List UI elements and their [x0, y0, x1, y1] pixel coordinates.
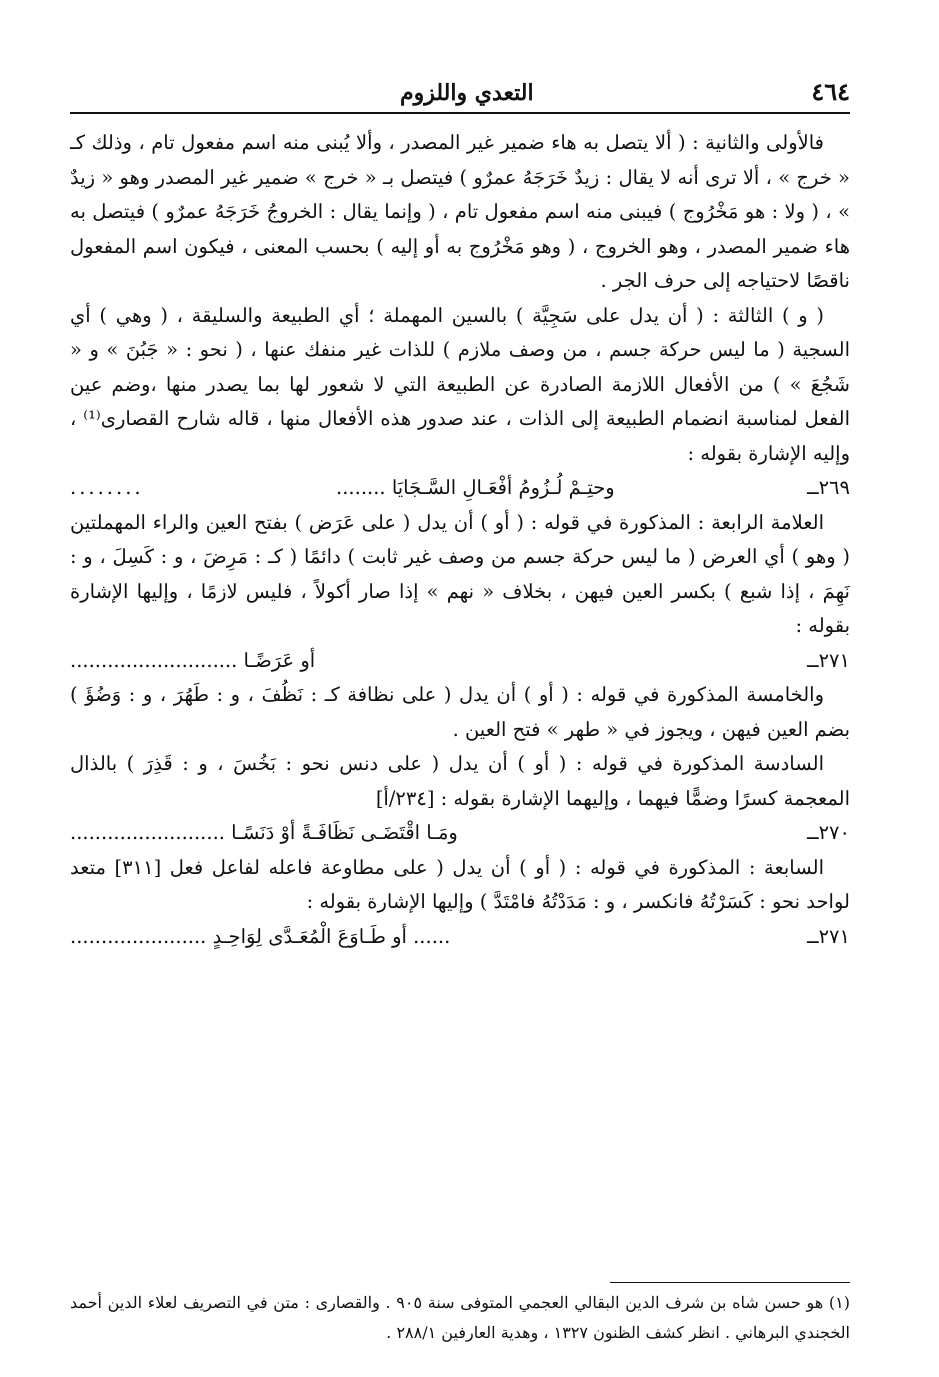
- verse-271b: [70, 920, 850, 955]
- chapter-title: التعدي واللزوم: [400, 80, 534, 106]
- verse-271a-text: أو عَرَضًـا ...........................: [70, 648, 316, 672]
- running-header: [70, 78, 850, 114]
- main-text: [70, 126, 850, 954]
- paragraph-6: السابعة : المذكورة في قوله : ( أو ) أن يدل ( على مطاوعة فاعله لفاعل فعل [٣١١] متعد لواحد نحو : كَسَرْتُهُ فانكسر ، و : مَدَدْتُهُ فامْتَدَّ ) وإليها الإشارة بقوله :: [70, 855, 850, 913]
- paragraph-2: ( و ) الثالثة : ( أن يدل على سَجِيَّة ) بالسين المهملة ؛ أي الطبيعة والسليقة ، ( وهي ) أي السجية ( ما ليس حركة جسم ، من وصف ملازم ) للذات غير منفك عنها ، ( نحو : « جَبُنَ » و « شَجُعَ » ) من الأفعال اللازمة الصادرة عن الطبيعة التي لا شعور لها بما يصدر منها ،وضم عين الفعل لمناسبة انضمام الطبيعة إلى الذات ، عند صدور هذه الأفعال منها ، قاله شارح القصارى⁽¹⁾ ، وإليه الإشارة بقوله :: [70, 303, 850, 465]
- footnote-divider: [610, 1282, 850, 1283]
- verse-270: [70, 816, 850, 851]
- paragraph-5: السادسة المذكورة في قوله : ( أو ) أن يدل ( على دنس نحو : بَخُسَ ، و : قَذِرَ ) بالذال المعجمة كسرًا وضمًّا فيهما ، وإليهما الإشارة بقوله : [٢٣٤/أ]: [70, 752, 850, 810]
- paragraph-3: العلامة الرابعة : المذكورة في قوله : ( أو ) أن يدل ( على عَرَض ) بفتح العين والراء المهملتين ( وهو ) أي العرض ( ما ليس حركة جسم من وصف غير ثابت ) دائمًا ( كـ : مَرِضَ ، و : كَسِلَ ، و : نَهِمَ ، إذا شبع ) بكسر العين فيهن ، بخلاف « نهم » إذا صار أكولاً ، فليس لازمًا ، وإليها الإشارة بقوله :: [70, 510, 850, 637]
- document-page: [70, 78, 850, 954]
- verse-271b-number: ٢٧١ــ: [807, 924, 850, 948]
- verse-269: [70, 471, 850, 506]
- verse-271a-number: ٢٧١ــ: [807, 648, 850, 672]
- verse-269-text: وحتِـمْ لُـزُومُ أفْعَـالِ السَّـجَايَا ........: [336, 476, 615, 499]
- footnote-1: (١) هو حسن شاه بن شرف الدين البقالي العجمي المتوفى سنة ٩٠٥ . والقصارى : متن في التصريف لعلاء الدين أحمد الخجندي البرهاني . انظر كشف الظنون ١٣٢٧ ، وهدية العارفين ٢٨٨/١ .: [70, 1293, 850, 1342]
- verse-271b-text: ...... أو طَـاوَعَ الْمُعَـدَّى لِوَاحِـدٍ ......................: [70, 924, 451, 948]
- verse-271a: [70, 644, 850, 679]
- verse-269-number: ٢٦٩ــ: [807, 476, 850, 499]
- page-number: ٤٦٤: [811, 77, 850, 106]
- paragraph-1: فالأولى والثانية : ( ألا يتصل به هاء ضمير غير المصدر ، وألا يُبنى منه اسم مفعول تام ، وذلك كـ « خرج » ، ألا ترى أنه لا يقال : زيدٌ خَرَجَهُ عمرٌو ) فيتصل بـ « خرج » ضمير غير المصدر وهو « زيدٌ » ، ( ولا : هو مَخْرُوج ) فيبنى منه اسم مفعول تام ، ( وإنما يقال : الخروجُ خَرَجَهُ عمرٌو ) فيتصل به هاء ضمير المصدر ، وهو الخروج ، ( وهو مَخْرُوج به أو إليه ) بحسب المعنى ، فيكون اسم المفعول ناقصًا لاحتياجه إلى حرف الجر .: [70, 131, 850, 292]
- verse-270-number: ٢٧٠ــ: [807, 821, 850, 844]
- verse-269-dots: ........: [70, 476, 144, 499]
- footnote: [70, 1288, 850, 1348]
- paragraph-4: والخامسة المذكورة في قوله : ( أو ) أن يدل ( على نظافة كـ : نَظُفَ ، و : طَهُرَ ، و : وَضُؤَ ) بضم العين فيهن ، ويجوز في « طهر » فتح العين .: [70, 683, 850, 741]
- verse-270-text: ومَـا اقْتَضَـى نَظَافَـةً أوْ دَنَسًـا .........................: [70, 821, 458, 844]
